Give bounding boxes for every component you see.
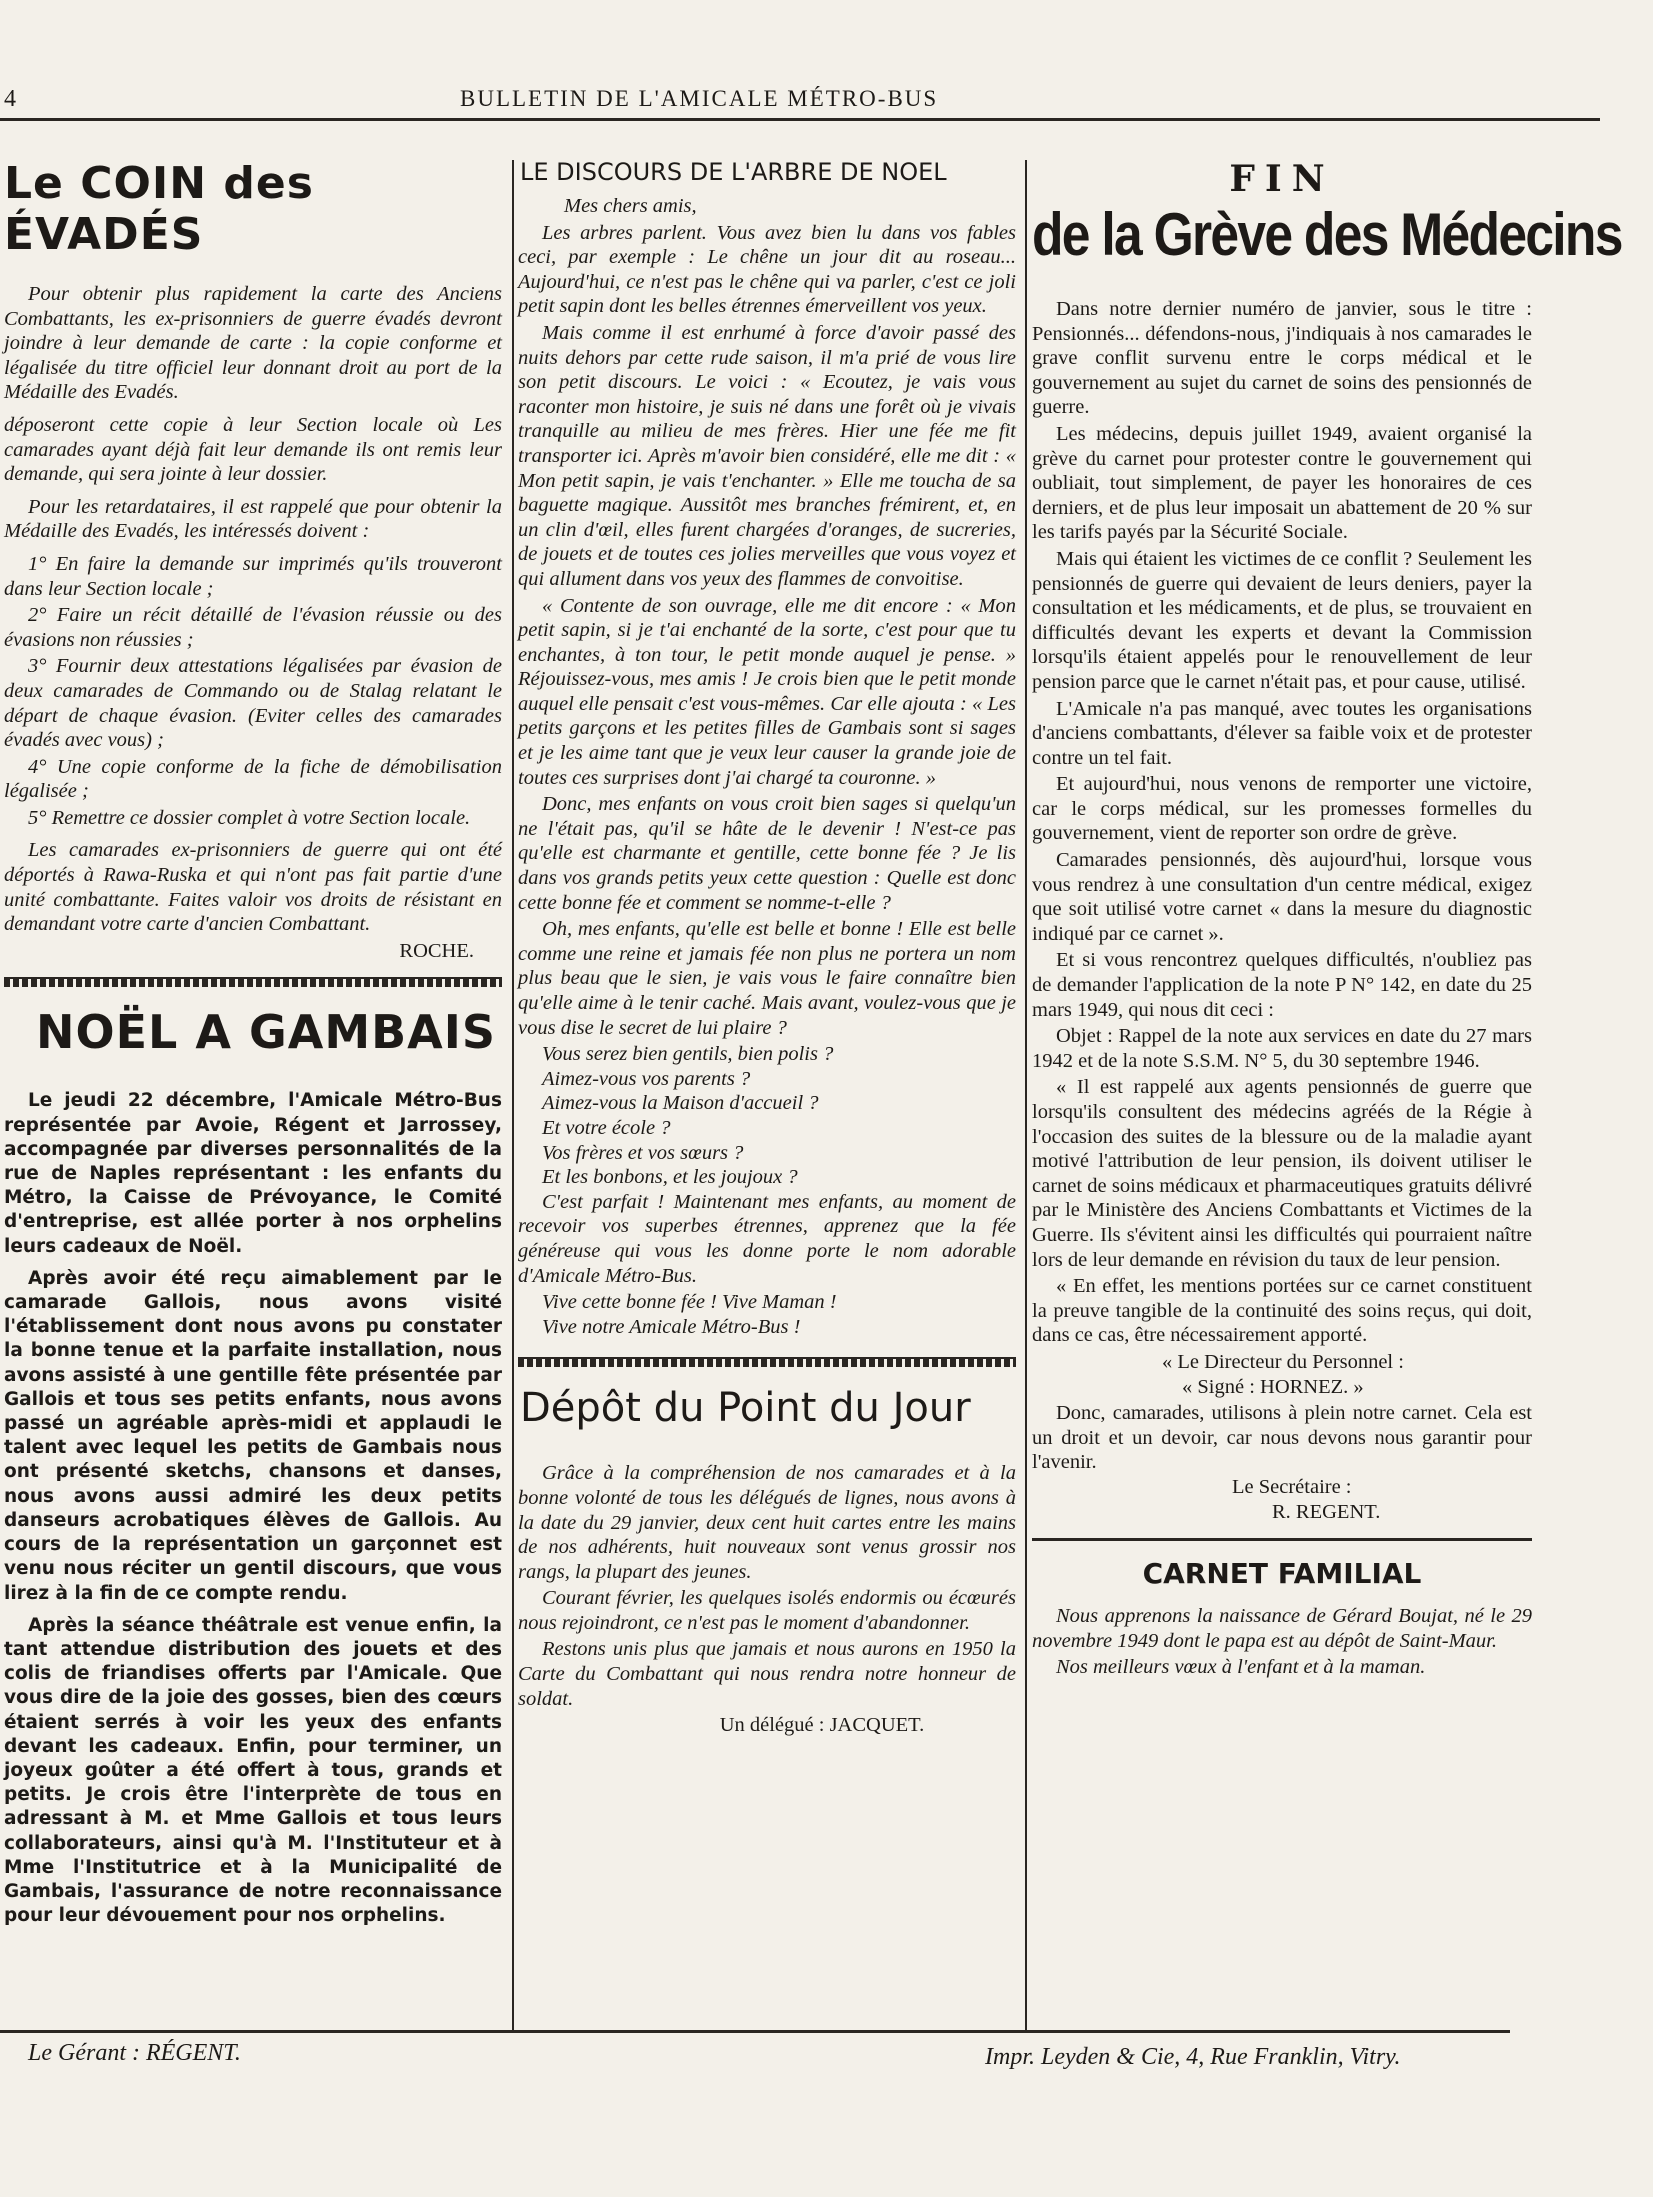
greve-paragraph: Et aujourd'hui, nous venons de remporter une victoire, car le corps médical, sur les promesses formelles du gouvernement, vient de reporter son ordre de grève. bbox=[1032, 773, 1532, 845]
discours-cheer: Vive cette bonne fée ! Vive Maman ! bbox=[542, 1291, 837, 1314]
discours-question: Aimez-vous vos parents ? bbox=[542, 1067, 751, 1090]
evades-list-item: 1° En faire la demande sur imprimés qu'ils trouveront dans leur Section locale ; bbox=[4, 552, 502, 600]
discours-question: Et votre école ? bbox=[542, 1116, 671, 1139]
greve-kicker: FIN bbox=[1229, 158, 1335, 200]
noel-paragraph: Le jeudi 22 décembre, l'Amicale Métro-Bus représentée par Avoie, Régent et Jarrossey, accompagnée par diverses personnalités de la rue de Naples représentant : les enfants du Métro, la Caisse de Prévoyance, le Comité d'entreprise, est allée porter à nos orphelins leurs cadeaux de Noël. bbox=[4, 1090, 502, 1257]
greve-paragraph: Donc, camarades, utilisons à plein notre carnet. Cela est un droit et un devoir, car nous devons nous garantir pour l'avenir. bbox=[1032, 1402, 1532, 1474]
footer-rule bbox=[0, 2030, 1510, 2033]
greve-title: de la Grève des Médecins bbox=[1032, 201, 1622, 268]
discours-question: Et les bonbons, et les joujoux ? bbox=[542, 1166, 798, 1189]
middle-column bbox=[518, 158, 1016, 1746]
column-divider-left bbox=[512, 160, 514, 2030]
discours-cheer: Vive notre Amicale Métro-Bus ! bbox=[542, 1315, 801, 1338]
depot-title: Dépôt du Point du Jour bbox=[520, 1385, 971, 1432]
discours-question: Vous serez bien gentils, bien polis ? bbox=[542, 1043, 834, 1066]
section-divider bbox=[1032, 1538, 1532, 1541]
discours-paragraph: Oh, mes enfants, qu'elle est belle et bonne ! Elle est belle comme une reine et jamais fée non plus ne portera un nom plus beau que le sien, je vais vous le faire connaître bien qu'elle aime à le tenir caché. Mais avant, voulez-vous que je vous dise le secret de lui plaire ? bbox=[518, 918, 1016, 1039]
column-divider-right bbox=[1025, 160, 1027, 2030]
evades-list-item: 4° Une copie conforme de la fiche de démobilisation légalisée ; bbox=[4, 755, 502, 803]
evades-paragraph: Pour les retardataires, il est rappelé que pour obtenir la Médaille des Evadés, les intéressés doivent : bbox=[4, 495, 502, 543]
evades-paragraph: déposeront cette copie à leur Section locale où Les camarades ayant déjà fait leur demande ils ont remis leur demande, qui sera jointe à leur dossier. bbox=[4, 413, 502, 486]
greve-signature-role: Le Secrétaire : bbox=[1232, 1475, 1352, 1498]
greve-signature: R. REGENT. bbox=[1272, 1500, 1381, 1523]
noel-paragraph: Après la séance théâtrale est venue enfin, la tant attendue distribution des jouets et des colis de friandises offerts par l'Amicale. Que vous dire de la joie des gosses, bien des cœurs étaient serrés à voir les yeux des enfants devant les cadeaux. Enfin, pour terminer, un joyeux goûter a été offert à tous, grands et petits. Je crois être l'interprète de tous en adressant à M. et Mme Gallois et tous leurs collaborateurs, ainsi qu'à M. l'Instituteur et à Mme l'Institutrice et à la Municipalité de Gambais, l'assurance de notre reconnaissance pour leur dévouement pour nos orphelins. bbox=[4, 1614, 502, 1927]
evades-paragraph: Pour obtenir plus rapidement la carte des Anciens Combattants, les ex-prisonniers de guerre évadés devront joindre à leur demande de carte : la copie conforme et légalisée du titre officiel leur donnant droit au port de la Médaille des Evadés. bbox=[4, 283, 502, 404]
depot-signature: Un délégué : JACQUET. bbox=[719, 1714, 925, 1737]
greve-paragraph: Mais qui étaient les victimes de ce conflit ? Seulement les pensionnés de guerre qui devaient de leurs deniers, payer la consultation et les médicaments, et de plus, se trouvaient en difficultés devant les experts et devant la Commission lorsqu'ils étaient appelés pour le renouvellement de leur pension parce que le carnet n'était pas, et pour cause, utilisé. bbox=[1032, 547, 1532, 693]
discours-title: LE DISCOURS DE L'ARBRE DE NOEL bbox=[520, 158, 947, 186]
depot-paragraph: Courant février, les quelques isolés endormis ou écœurés nous rejoindront, ce n'est pas le moment d'abandonner. bbox=[518, 1587, 1016, 1634]
greve-paragraph: L'Amicale n'a pas manqué, avec toutes les organisations d'anciens combattants, d'élever sa faible voix et de protester contre un tel fait. bbox=[1032, 697, 1532, 769]
discours-question: Aimez-vous la Maison d'accueil ? bbox=[542, 1092, 819, 1115]
discours-paragraph: Les arbres parlent. Vous avez bien lu dans vos fables ceci, par exemple : Le chêne un jour dit au roseau... Aujourd'hui, ce n'est pas le chêne qui va parler, c'est ce joli petit sapin dont les belles étrennes émerveillent vos yeux. bbox=[518, 221, 1016, 318]
bulletin-title: BULLETIN DE L'AMICALE MÉTRO-BUS bbox=[460, 86, 939, 111]
header-rule bbox=[0, 118, 1600, 121]
discours-greeting: Mes chers amis, bbox=[564, 195, 697, 217]
footer-printer: Impr. Leyden & Cie, 4, Rue Franklin, Vitry. bbox=[985, 2044, 1401, 2070]
greve-objet: Objet : Rappel de la note aux services en date du 27 mars 1942 et de la note S.S.M. N° 5, du 30 septembre 1946. bbox=[1032, 1025, 1532, 1072]
evades-list-item: 5° Remettre ce dossier complet à votre Section locale. bbox=[28, 806, 471, 829]
carnet-title: CARNET FAMILIAL bbox=[1142, 1557, 1422, 1591]
carnet-paragraph: Nous apprenons la naissance de Gérard Boujat, né le 29 novembre 1949 dont le papa est au dépôt de Saint-Maur. bbox=[1032, 1605, 1532, 1652]
depot-paragraph: Grâce à la compréhension de nos camarades et à la bonne volonté de tous les délégués de lignes, nous avons à la date du 29 janvier, deux cent huit cartes entre les mains de nos adhérents, huit nouveaux sont venus grossir nos rangs, la plupart des jeunes. bbox=[518, 1462, 1016, 1583]
discours-paragraph: Donc, mes enfants on vous croit bien sages si quelqu'un ne l'était pas, qu'il se hâte de le devenir ! N'est-ce pas qu'elle est charmante et gentille, cette bonne fée ? Je lis dans vos grands petits yeux cette question : Quelle est donc cette bonne fée et comment se nomme-t-elle ? bbox=[518, 793, 1016, 914]
depot-paragraph: Restons unis plus que jamais et nous aurons en 1950 la Carte du Combattant qui nous rendra notre honneur de soldat. bbox=[518, 1638, 1016, 1710]
evades-paragraph: Les camarades ex-prisonniers de guerre qui ont été déportés à Rawa-Ruska et qui n'ont pas fait partie d'une unité combattante. Faites valoir vos droits de résistant en demandant votre carte d'ancien Combattant. bbox=[4, 839, 502, 936]
greve-quote: « Il est rappelé aux agents pensionnés de guerre que lorsqu'ils consultent des médecins agréés de la Régie à l'occasion des suites de la blessure ou de la maladie ayant motivé l'attribution de leur pension, ils doivent utiliser le carnet de soins médicaux et pharmaceutiques gratuits délivré par le Ministère des Anciens Combattants et Victimes de la Guerre. Ils s'évitent ainsi les difficultés qui pourraient naître lors de leur demande en révision du taux de leur pension. bbox=[1032, 1076, 1532, 1271]
section-divider bbox=[518, 1357, 1016, 1367]
greve-paragraph: Camarades pensionnés, dès aujourd'hui, lorsque vous vous rendrez à une consultation d'un centre médical, exigez que soit utilisé votre carnet « dans la mesure du diagnostic indiqué par ce carnet ». bbox=[1032, 849, 1532, 945]
footer-manager: Le Gérant : RÉGENT. bbox=[28, 2040, 241, 2066]
evades-signature: ROCHE. bbox=[399, 939, 474, 962]
section-divider bbox=[4, 977, 502, 987]
right-column bbox=[1032, 158, 1622, 1688]
greve-paragraph: Et si vous rencontrez quelques difficultés, n'oubliez pas de demander l'application de la note P N° 142, en date du 25 mars 1949, qui nous dit ceci : bbox=[1032, 949, 1532, 1021]
left-column bbox=[4, 158, 502, 1936]
evades-title: Le COIN des ÉVADÉS bbox=[4, 158, 314, 260]
evades-list-item: 3° Fournir deux attestations légalisées par évasion de deux camarades de Commando ou de Stalag relatant le départ de chaque évasion. (Eviter celles des camarades évadés avec vous) ; bbox=[4, 655, 502, 752]
greve-paragraph: Les médecins, depuis juillet 1949, avaient organisé la grève du carnet pour protester contre le gouvernement qui oubliait, tout simplement, de payer les honoraires de ces derniers, et de plus leur imposait un abattement de 20 % sur les tarifs payés par la Sécurité Sociale. bbox=[1032, 422, 1532, 544]
greve-quote-signer: « Le Directeur du Personnel : bbox=[1162, 1350, 1404, 1373]
page-number: 4 bbox=[4, 86, 16, 112]
noel-paragraph: Après avoir été reçu aimablement par le camarade Gallois, nous avons visité l'établissement dont nous avons pu constater la bonne tenue et la parfaite installation, nous avons assisté à une gentille fête présentée par Gallois et tous ses petits enfants, nous avons passé un agréable après-midi et applaudi le talent avec lequel les petits de Gambais nous ont présenté sketchs, chansons et danses, nous avons aussi admiré les deux petits danseurs acrobatiques élèves de Gallois. Au cours de la représentation un garçonnet est venu nous réciter un gentil discours, que vous lirez à la fin de ce compte rendu. bbox=[4, 1267, 502, 1604]
discours-paragraph: « Contente de son ouvrage, elle me dit encore : « Mon petit sapin, si je t'ai enchanté de la sorte, c'est pour que tu enchantes, à ton tour, le petit monde auquel je pense. » Réjouissez-vous, mes amis ! Je crois bien que le petit monde auquel elle pensait c'est vous-mêmes. Car elle ajouta : « Les petits garçons et les petites filles de Gambais sont si sages et je les aime tant que je veux leur causer la grande joie de toutes ces surprises dont j'ai chargé ta couronne. » bbox=[518, 594, 1016, 789]
noel-title: NOËL A GAMBAIS bbox=[36, 1005, 497, 1060]
greve-quote-signer: « Signé : HORNEZ. » bbox=[1182, 1375, 1364, 1398]
discours-question: Vos frères et vos sœurs ? bbox=[542, 1141, 744, 1164]
discours-paragraph: C'est parfait ! Maintenant mes enfants, au moment de recevoir vos superbes étrennes, apprenez que la fée généreuse qui vous les donne porte le nom adorable d'Amicale Métro-Bus. bbox=[518, 1190, 1016, 1287]
discours-paragraph: Mais comme il est enrhumé à force d'avoir passé des nuits dehors par cette rude saison, il m'a prié de vous lire son petit discours. Le voici : « Ecoutez, je vais vous raconter mon histoire, je suis né dans une forêt où je vivais tranquille au milieu de mes frères. Hier une fée me fit transporter ici. Après m'avoir bien considéré, elle me dit : « Mon petit sapin, je vais t'enchanter. » Elle me toucha de sa baguette magique. Aussitôt mes branches frémirent, et, en un clin d'œil, elles furent chargées d'oranges, de sucreries, de jouets et de toutes ces jolies merveilles que vous voyez et qui allument dans vos yeux des flammes de convoitise. bbox=[518, 321, 1016, 590]
evades-list-item: 2° Faire un récit détaillé de l'évasion réussie ou des évasions non réussies ; bbox=[4, 604, 502, 651]
greve-paragraph: Dans notre dernier numéro de janvier, sous le titre : Pensionnés... défendons-nous, j'indiquais à nos camarades le grave conflit survenu entre le corps médical et le gouvernement au sujet du carnet de soins des pensionnés de guerre. bbox=[1032, 298, 1532, 419]
greve-quote: « En effet, les mentions portées sur ce carnet constituent la preuve tangible de la continuité des soins reçus, qui doit, dans ce cas, être nécessairement apporté. bbox=[1032, 1275, 1532, 1347]
carnet-paragraph: Nos meilleurs vœux à l'enfant et à la maman. bbox=[1056, 1656, 1426, 1679]
